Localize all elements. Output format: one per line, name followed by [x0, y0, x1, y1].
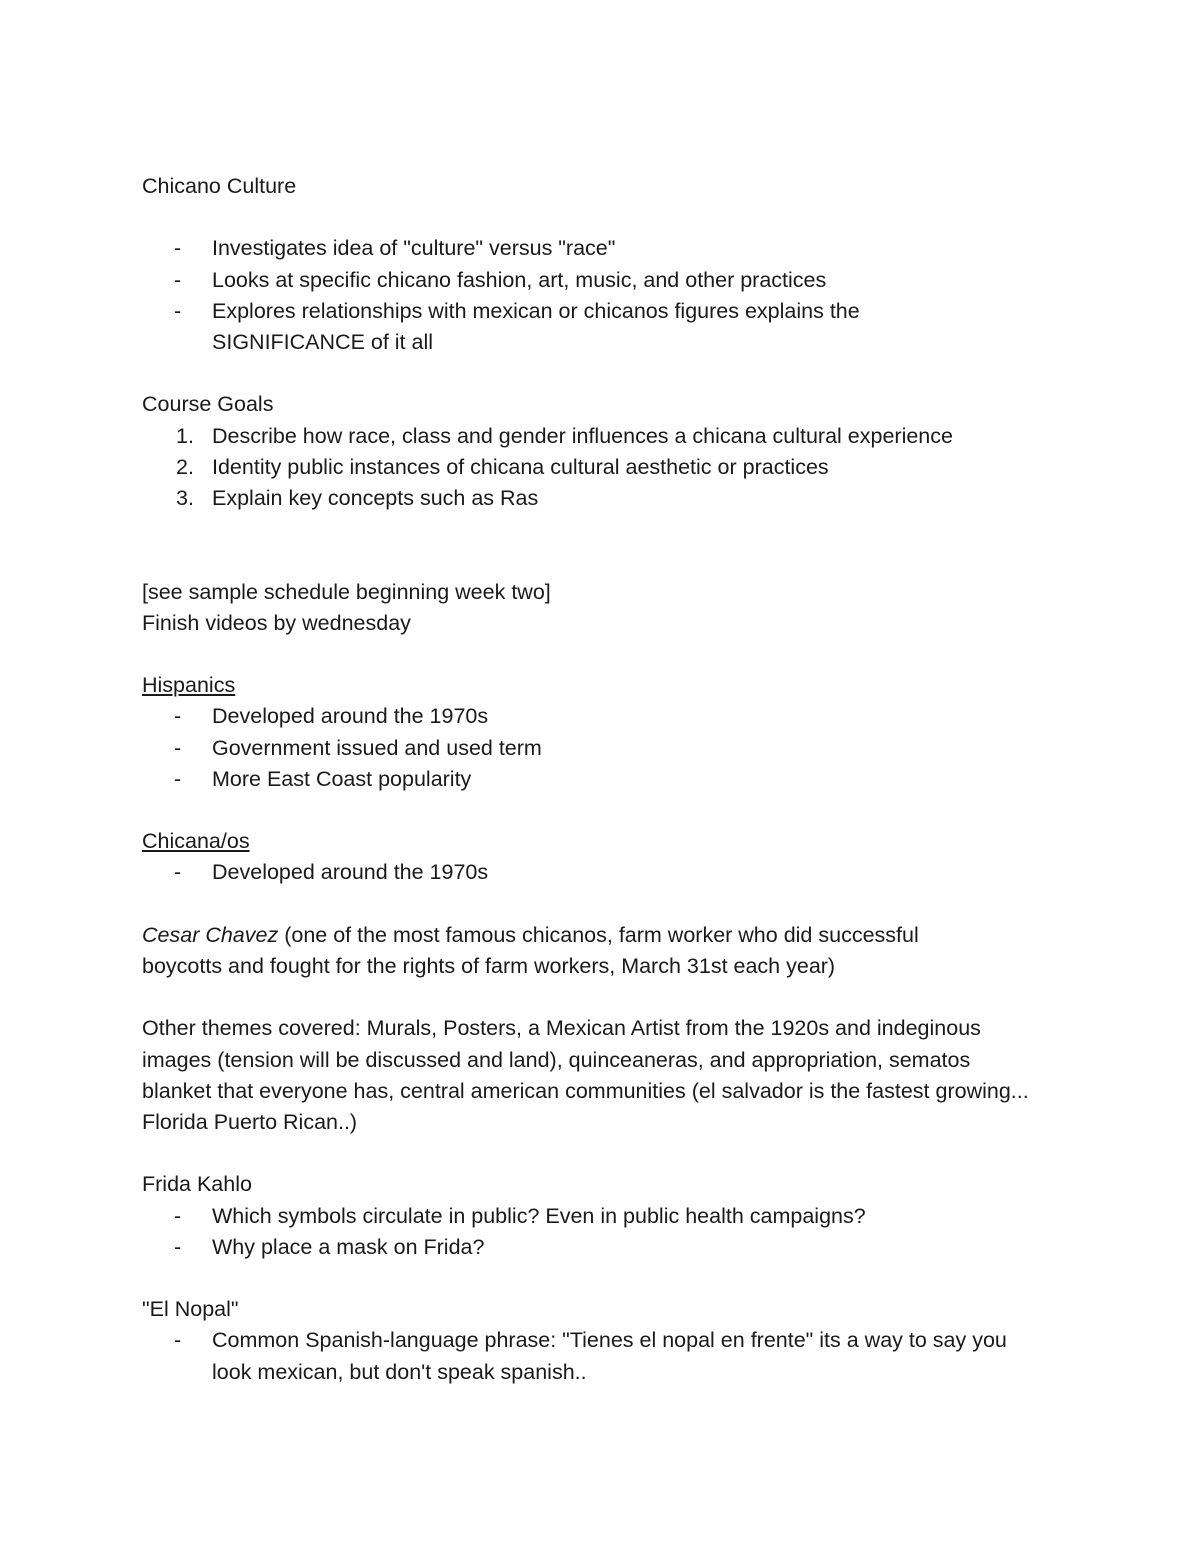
number-marker: 3. — [176, 486, 194, 510]
list-item: - Looks at specific chicano fashion, art, music, and other practices — [142, 265, 1062, 296]
frida-kahlo-list — [142, 1201, 1062, 1263]
list-item: 2. Identity public instances of chicana cultural aesthetic or practices — [142, 452, 1062, 483]
dash-marker: - — [174, 298, 182, 323]
section-heading-course-goals: Course Goals — [142, 392, 274, 417]
videos-note: Finish videos by wednesday — [142, 610, 411, 635]
dash-marker: - — [174, 1234, 182, 1259]
dash-marker: - — [174, 236, 182, 261]
list-item: - Developed around the 1970s — [142, 701, 1062, 732]
cesar-chavez-paragraph — [142, 920, 1002, 982]
list-item: - Which symbols circulate in public? Even in public health campaigns? — [142, 1201, 1062, 1232]
list-item: - Common Spanish-language phrase: "Tienes el nopal en frente" its a way to say you look mexican, but don't speak spanish.. — [142, 1325, 1042, 1387]
number-marker: 1. — [176, 423, 194, 448]
section-heading-el-nopal: "El Nopal" — [142, 1297, 239, 1322]
course-goals-list — [142, 421, 1062, 515]
list-item: - Explores relationships with mexican or chicanos figures explains the SIGNIFICANCE of it all — [142, 296, 992, 358]
dash-marker: - — [174, 1203, 182, 1228]
cesar-chavez-name: Cesar Chavez — [142, 922, 279, 947]
el-nopal-list — [142, 1325, 1062, 1387]
list-item: - More East Coast popularity — [142, 764, 1062, 795]
list-item: - Developed around the 1970s — [142, 857, 1062, 888]
dash-marker: - — [174, 735, 182, 760]
section-heading-frida-kahlo: Frida Kahlo — [142, 1172, 252, 1197]
document-page — [142, 171, 1062, 1388]
cesar-chavez-text: (one of the most famous chicanos, farm worker who did successful boycotts and fought for the rights of farm workers, March 31st each year) — [142, 922, 919, 978]
dash-marker: - — [174, 766, 182, 791]
chicano-culture-list — [142, 233, 1062, 358]
dash-marker: - — [174, 704, 182, 729]
list-item: - Why place a mask on Frida? — [142, 1232, 1062, 1263]
list-item: 3. Explain key concepts such as Ras — [142, 483, 1062, 514]
list-item: - Investigates idea of "culture" versus "race" — [142, 233, 1062, 264]
dash-marker: - — [174, 860, 182, 885]
dash-marker: - — [174, 267, 182, 292]
section-heading-chicano-culture: Chicano Culture — [142, 174, 297, 198]
list-item: 1. Describe how race, class and gender influences a chicana cultural experience — [142, 421, 1062, 452]
chicanas-list — [142, 857, 1062, 888]
hispanics-list — [142, 701, 1062, 795]
other-themes-paragraph: Other themes covered: Murals, Posters, a Mexican Artist from the 1920s and indeginous images (tension will be discussed and land), quinceaneras, and appropriation, sematos blanket that everyone has, central american communities (el salvador is the fastest growing... Florida Puerto Rican..) — [142, 1016, 1029, 1134]
number-marker: 2. — [176, 454, 194, 479]
dash-marker: - — [174, 1328, 182, 1353]
list-item: - Government issued and used term — [142, 733, 1062, 764]
section-heading-hispanics: Hispanics — [142, 673, 236, 698]
section-heading-chicanas: Chicana/os — [142, 829, 250, 854]
schedule-note: [see sample schedule beginning week two] — [142, 579, 551, 604]
